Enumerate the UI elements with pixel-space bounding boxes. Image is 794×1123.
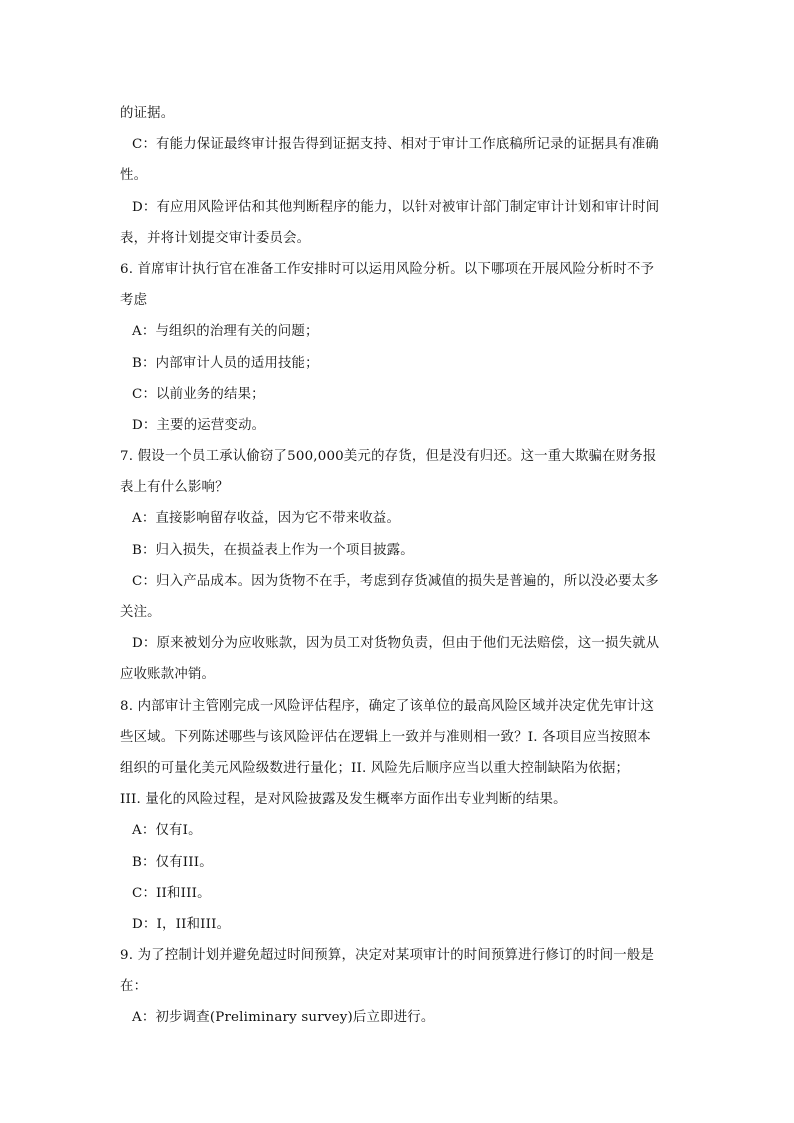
answer-option-a: A：仅有I。 [132, 823, 202, 839]
answer-option-d: D：I，II和III。 [132, 916, 231, 932]
text-line: 在： [120, 979, 148, 995]
text-line: III. 量化的风险过程，是对风险披露及发生概率方面作出专业判断的结果。 [120, 792, 567, 808]
answer-option-c: C：有能力保证最终审计报告得到证据支持、相对于审计工作底稿所记录的证据具有准确 [132, 137, 659, 153]
document-body [120, 98, 676, 1034]
text-line: 表，并将计划提交审计委员会。 [120, 230, 311, 246]
question-6: 6. 首席审计执行官在准备工作安排时可以运用风险分析。以下哪项在开展风险分析时不予 [120, 261, 655, 277]
question-8: 8. 内部审计主管刚完成一风险评估程序，确定了该单位的最高风险区域并决定优先审计这 [120, 698, 655, 714]
text-line: 的证据。 [120, 106, 175, 121]
answer-option-a: A：初步调查(Preliminary survey)后立即进行。 [132, 1010, 435, 1026]
answer-option-a: A：直接影响留存收益，因为它不带来收益。 [132, 511, 401, 527]
answer-option-d: D：主要的运营变动。 [132, 417, 266, 433]
answer-option-c: C：以前业务的结果； [132, 386, 265, 402]
text-line: 应收账款冲销。 [120, 667, 216, 683]
text-line: 组织的可量化美元风险级数进行量化；II. 风险先后顺序应当以重大控制缺陷为依据； [120, 760, 630, 776]
text-line: 性。 [120, 168, 148, 184]
answer-option-b: B：内部审计人员的适用技能； [132, 355, 319, 371]
text-line: 关注。 [120, 605, 161, 620]
answer-option-c: C：归入产品成本。因为货物不在手，考虑到存货减值的损失是普遍的，所以没必要太多 [132, 573, 659, 589]
answer-option-a: A：与组织的治理有关的问题； [132, 324, 319, 340]
answer-option-b: B：归入损失，在损益表上作为一个项目披露。 [132, 542, 414, 558]
text-line: 些区域。下列陈述哪些与该风险评估在逻辑上一致并与准则相一致？I. 各项目应当按照本 [120, 729, 651, 745]
text-line: 表上有什么影响？ [120, 480, 229, 496]
answer-option-c: C：II和III。 [132, 885, 211, 901]
question-7: 7. 假设一个员工承认偷窃了500,000美元的存货，但是没有归还。这一重大欺骗在财务报 [120, 449, 657, 465]
text-line: 考虑 [120, 293, 148, 309]
answer-option-d: D：原来被划分为应收账款，因为员工对货物负责，但由于他们无法赔偿，这一损失就从 [132, 636, 660, 652]
answer-option-b: B：仅有III。 [132, 854, 213, 870]
question-9: 9. 为了控制计划并避免超过时间预算，决定对某项审计的时间预算进行修订的时间一般是 [120, 948, 655, 964]
answer-option-d: D：有应用风险评估和其他判断程序的能力，以针对被审计部门制定审计计划和审计时间 [132, 199, 660, 215]
